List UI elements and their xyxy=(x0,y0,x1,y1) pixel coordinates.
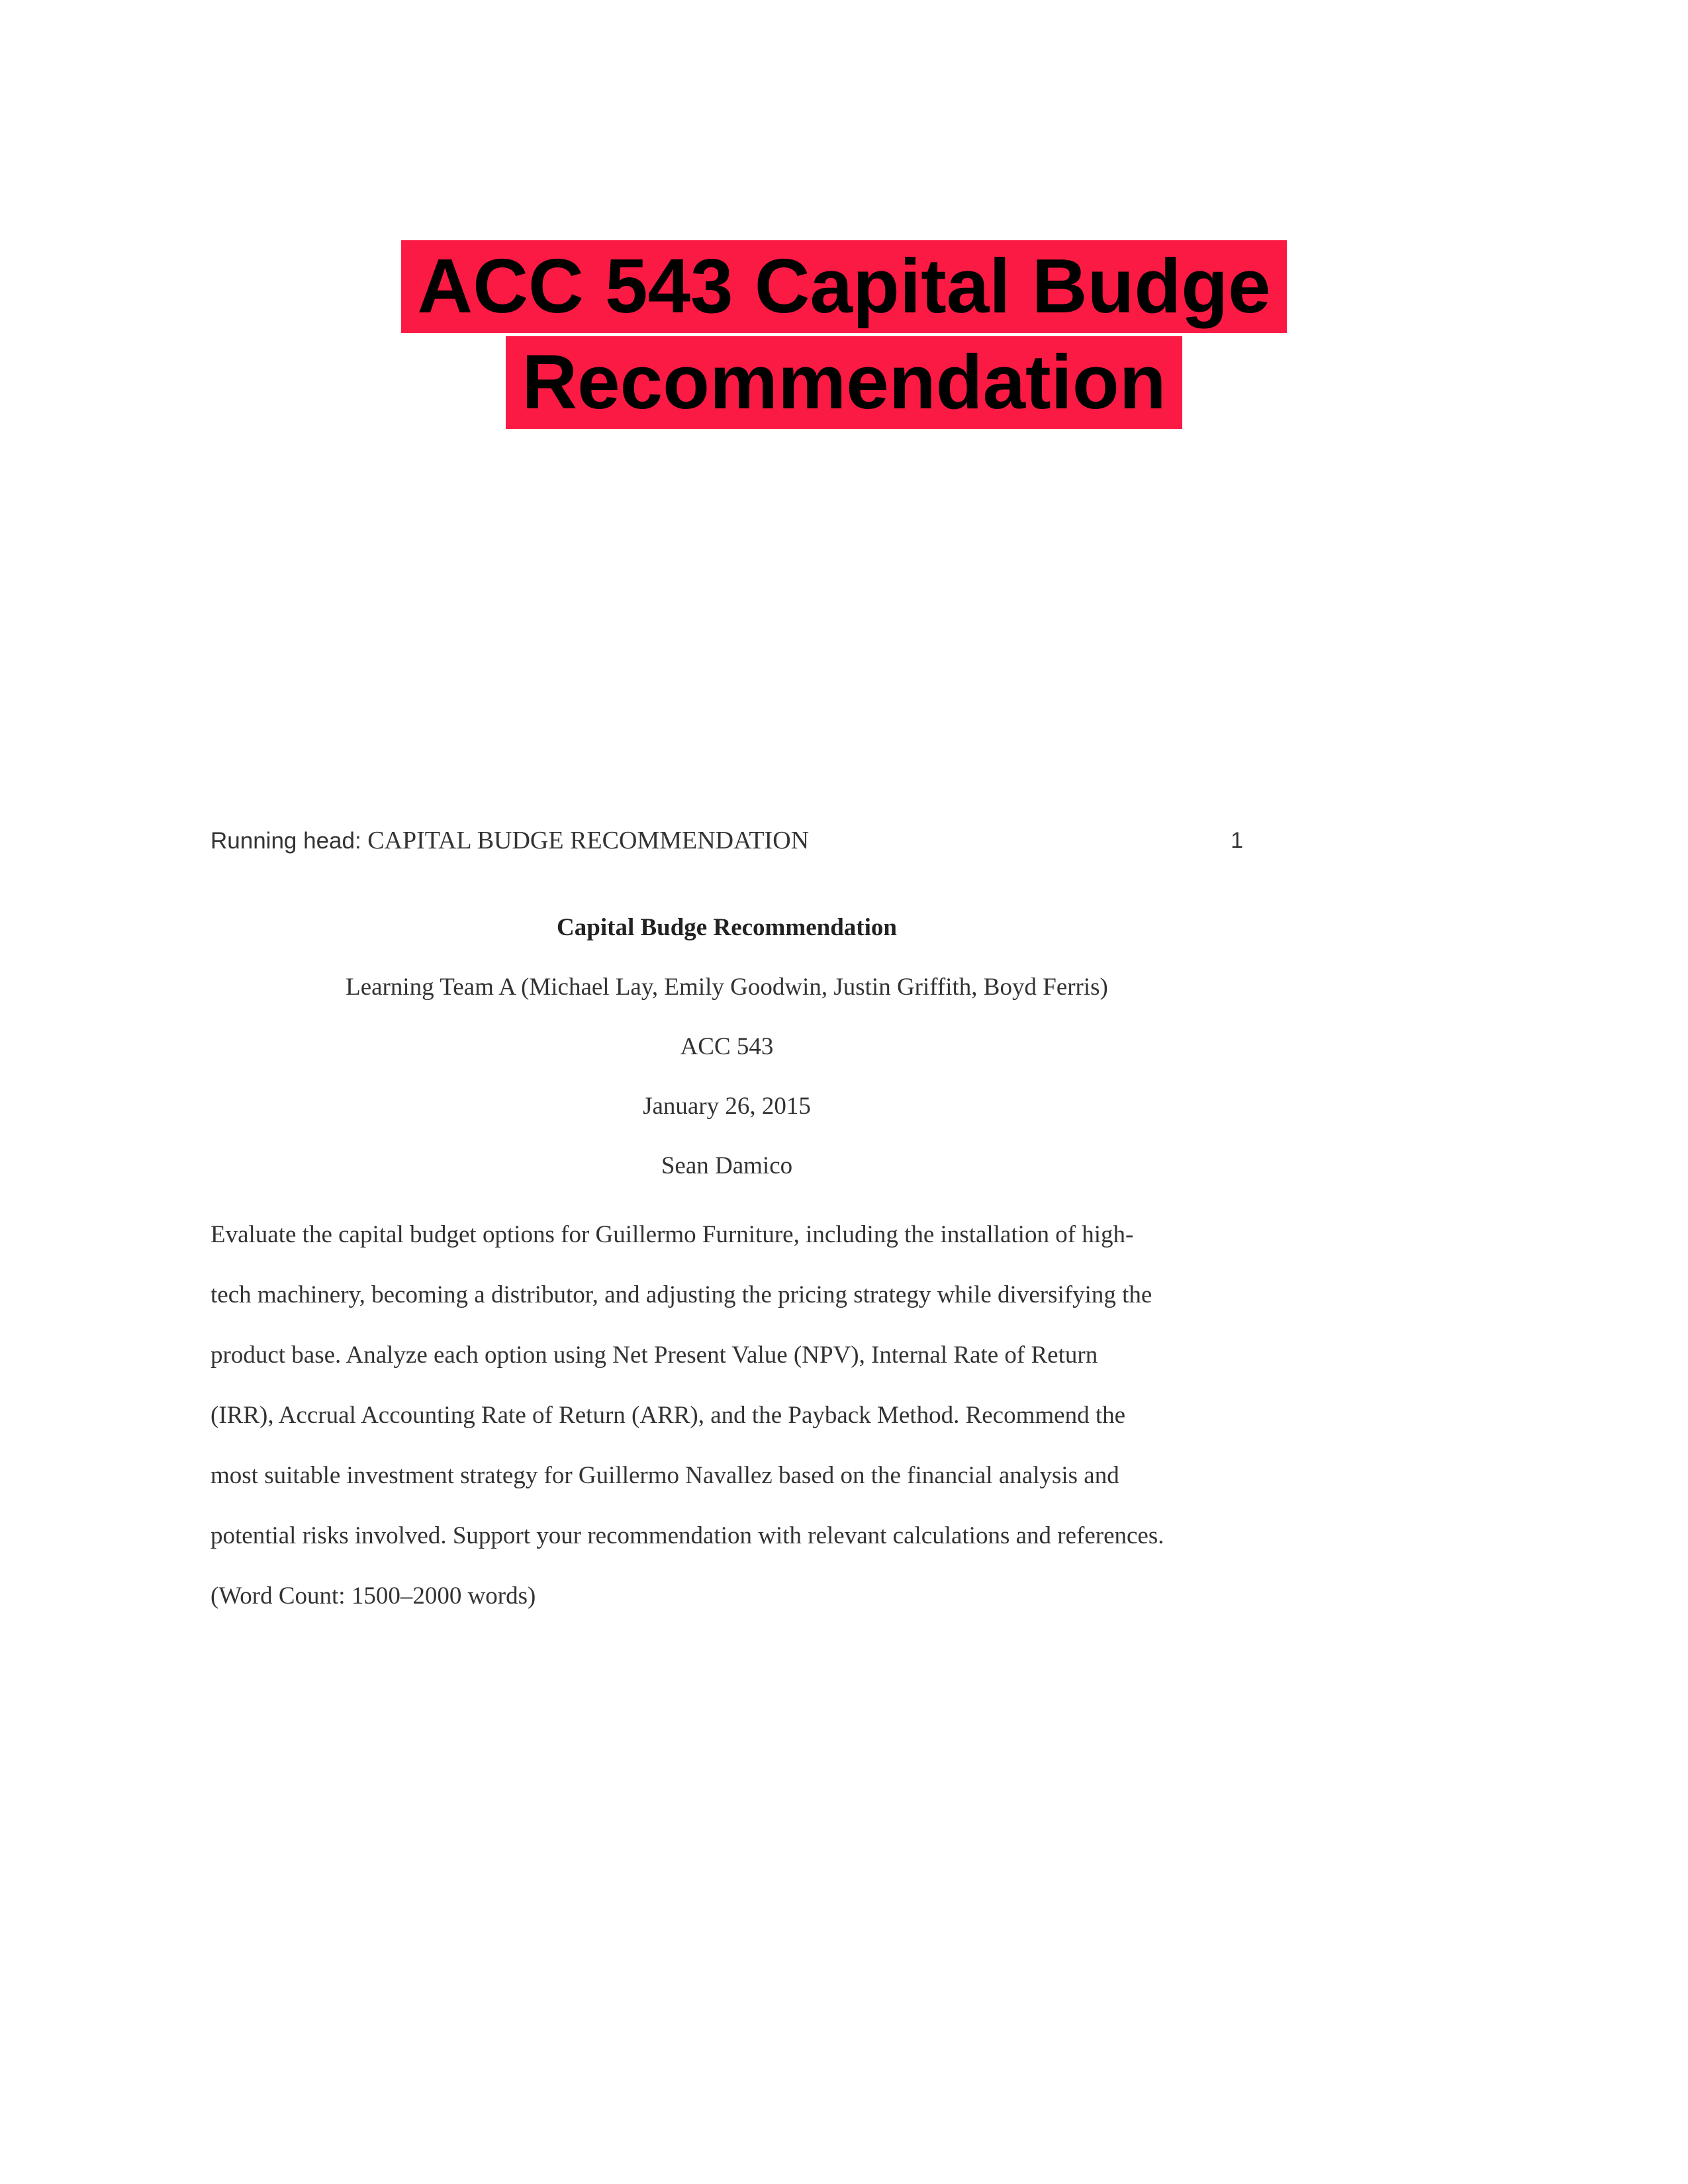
body-line: most suitable investment strategy for Guillermo Navallez based on the financial analysis and xyxy=(211,1462,1119,1489)
document-page xyxy=(211,821,1243,1626)
document-date: January 26, 2015 xyxy=(643,1093,811,1120)
banner-title-line-1: ACC 543 Capital Budge xyxy=(401,240,1286,333)
body-line: (Word Count: 1500–2000 words) xyxy=(211,1582,536,1610)
page-number: 1 xyxy=(1231,828,1243,853)
title-banner xyxy=(0,238,1688,430)
running-head xyxy=(211,821,1243,860)
document-authors: Learning Team A (Michael Lay, Emily Goodwin, Justin Griffith, Boyd Ferris) xyxy=(346,974,1108,1001)
document-title: Capital Budge Recommendation xyxy=(557,914,897,941)
body-line: (IRR), Accrual Accounting Rate of Return (ARR), and the Payback Method. Recommend the xyxy=(211,1402,1126,1429)
document-body xyxy=(211,1205,1243,1626)
body-line: tech machinery, becoming a distributor, and adjusting the pricing strategy while diversifying the xyxy=(211,1281,1152,1308)
running-head-title: CAPITAL BUDGE RECOMMENDATION xyxy=(367,827,810,854)
body-line: potential risks involved. Support your recommendation with relevant calculations and references. xyxy=(211,1522,1164,1549)
body-line: product base. Analyze each option using Net Present Value (NPV), Internal Rate of Return xyxy=(211,1342,1098,1369)
document-course: ACC 543 xyxy=(680,1033,774,1060)
body-line: Evaluate the capital budget options for Guillermo Furniture, including the installation of high- xyxy=(211,1221,1134,1248)
banner-title-line-2: Recommendation xyxy=(506,336,1182,429)
document-instructor: Sean Damico xyxy=(661,1152,793,1179)
running-head-label: Running head: xyxy=(211,828,361,854)
